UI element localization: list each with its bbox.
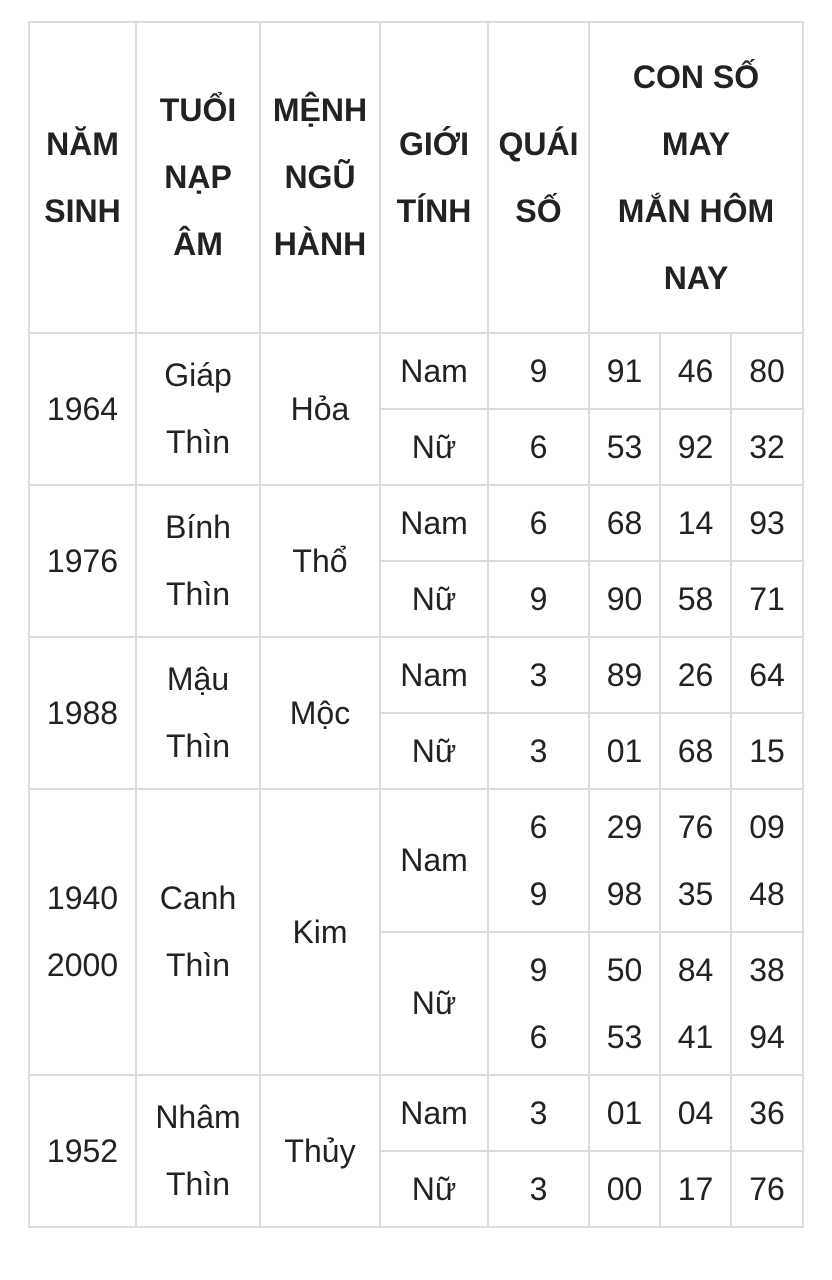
quai-so-cell: 9 6: [488, 932, 589, 1075]
header-row: [29, 22, 803, 333]
lucky-number-cell: 80: [731, 333, 803, 409]
year-cell: 1940 2000: [29, 789, 136, 1075]
gender-cell: Nữ: [380, 932, 488, 1075]
table-row: [29, 1075, 803, 1151]
year-cell: 1976: [29, 485, 136, 637]
lucky-number-cell: 93: [731, 485, 803, 561]
tuoi-cell: Bính Thìn: [136, 485, 260, 637]
lucky-number-cell: 14: [660, 485, 731, 561]
lucky-number-cell: 71: [731, 561, 803, 637]
lucky-number-cell: 00: [589, 1151, 660, 1227]
menh-cell: Kim: [260, 789, 380, 1075]
tuoi-cell: Canh Thìn: [136, 789, 260, 1075]
lucky-number-table: [28, 21, 804, 1228]
year-cell: 1988: [29, 637, 136, 789]
lucky-number-cell: 76 35: [660, 789, 731, 932]
menh-cell: Thổ: [260, 485, 380, 637]
quai-so-cell: 3: [488, 1151, 589, 1227]
lucky-number-cell: 64: [731, 637, 803, 713]
lucky-number-cell: 76: [731, 1151, 803, 1227]
menh-cell: Mộc: [260, 637, 380, 789]
tuoi-cell: Nhâm Thìn: [136, 1075, 260, 1227]
tuoi-cell: Giáp Thìn: [136, 333, 260, 485]
header-gioi-tinh: GIỚI TÍNH: [380, 22, 488, 333]
lucky-number-cell: 01: [589, 1075, 660, 1151]
quai-so-cell: 3: [488, 637, 589, 713]
gender-cell: Nữ: [380, 561, 488, 637]
lucky-number-cell: 46: [660, 333, 731, 409]
lucky-number-cell: 68: [660, 713, 731, 789]
quai-so-cell: 6 9: [488, 789, 589, 932]
gender-cell: Nam: [380, 485, 488, 561]
header-tuoi-nap-am: TUỔI NẠP ÂM: [136, 22, 260, 333]
quai-so-cell: 3: [488, 1075, 589, 1151]
tuoi-cell: Mậu Thìn: [136, 637, 260, 789]
header-menh-ngu-hanh: MỆNH NGŨ HÀNH: [260, 22, 380, 333]
quai-so-cell: 9: [488, 333, 589, 409]
menh-cell: Thủy: [260, 1075, 380, 1227]
quai-so-cell: 6: [488, 485, 589, 561]
lucky-number-cell: 36: [731, 1075, 803, 1151]
header-nam-sinh: NĂM SINH: [29, 22, 136, 333]
lucky-number-cell: 53: [589, 409, 660, 485]
lucky-number-cell: 89: [589, 637, 660, 713]
gender-cell: Nữ: [380, 713, 488, 789]
lucky-number-cell: 04: [660, 1075, 731, 1151]
gender-cell: Nữ: [380, 409, 488, 485]
table-row: [29, 485, 803, 561]
gender-cell: Nam: [380, 1075, 488, 1151]
gender-cell: Nam: [380, 789, 488, 932]
lucky-number-cell: 90: [589, 561, 660, 637]
lucky-number-cell: 32: [731, 409, 803, 485]
header-quai-so: QUÁI SỐ: [488, 22, 589, 333]
lucky-number-cell: 09 48: [731, 789, 803, 932]
lucky-number-cell: 26: [660, 637, 731, 713]
gender-cell: Nữ: [380, 1151, 488, 1227]
quai-so-cell: 9: [488, 561, 589, 637]
year-cell: 1964: [29, 333, 136, 485]
lucky-number-cell: 17: [660, 1151, 731, 1227]
lucky-number-cell: 92: [660, 409, 731, 485]
table-row: [29, 789, 803, 932]
lucky-number-cell: 15: [731, 713, 803, 789]
table-row: [29, 333, 803, 409]
gender-cell: Nam: [380, 637, 488, 713]
lucky-number-cell: 91: [589, 333, 660, 409]
header-con-so-may-man: CON SỐ MAY MẮN HÔM NAY: [589, 22, 803, 333]
gender-cell: Nam: [380, 333, 488, 409]
lucky-number-cell: 84 41: [660, 932, 731, 1075]
lucky-number-cell: 58: [660, 561, 731, 637]
lucky-number-cell: 29 98: [589, 789, 660, 932]
lucky-number-cell: 68: [589, 485, 660, 561]
menh-cell: Hỏa: [260, 333, 380, 485]
table-body: [29, 333, 803, 1227]
year-cell: 1952: [29, 1075, 136, 1227]
lucky-number-cell: 01: [589, 713, 660, 789]
quai-so-cell: 3: [488, 713, 589, 789]
quai-so-cell: 6: [488, 409, 589, 485]
lucky-number-cell: 38 94: [731, 932, 803, 1075]
table-row: [29, 637, 803, 713]
lucky-number-cell: 50 53: [589, 932, 660, 1075]
